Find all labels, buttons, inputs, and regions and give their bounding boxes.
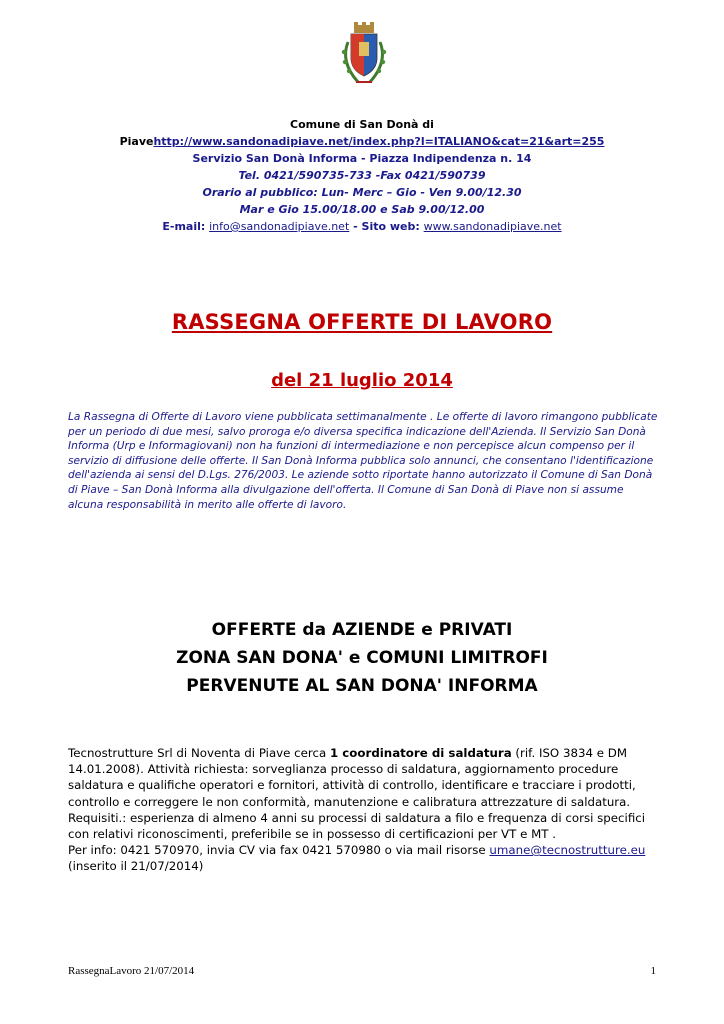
- office-phone: Tel. 0421/590735-733 -Fax 0421/590739: [238, 169, 486, 182]
- section-heading-line-2: ZONA SAN DONA' e COMUNI LIMITROFI: [176, 648, 548, 668]
- office-address: Servizio San Donà Informa - Piazza Indipendenza n. 14: [192, 152, 532, 165]
- offer-contact-email[interactable]: umane@tecnostrutture.eu: [489, 843, 646, 858]
- offer-contact-text: Per info: 0421 570970, invia CV via fax 0421 570980 o via mail risorse: [68, 843, 490, 858]
- document-title: RASSEGNA OFFERTE DI LAVORO: [171, 310, 553, 334]
- website-link[interactable]: www.sandonadipiave.net: [423, 220, 562, 233]
- job-offer: [68, 745, 668, 875]
- offer-contact: [68, 842, 668, 858]
- website-label: - Sito web:: [353, 220, 420, 233]
- footer-page-number: 1: [650, 965, 656, 977]
- offer-requirements: Requisiti.: esperienza di almeno 4 anni su processi di saldatura a filo e frequenza di corsi specifici con relativi riconoscimenti, preferibile se in possesso di certificazioni per VT e MT .: [68, 810, 646, 842]
- offer-details: (rif. ISO 3834 e DM 14.01.2008). Attività richiesta: sorveglianza processo di saldatura, aggiornamento procedure saldatura e qualifiche operatori e fornitori, attività di controllo, identificare e tracciare i prodotti, controllo e correggere le non conformità, manutenzione e calibratura attrezzature di saldatura.: [68, 746, 636, 809]
- intro-paragraph: La Rassegna di Offerte di Lavoro viene pubblicata settimanalmente . Le offerte di lavoro rimangono pubblicate per un periodo di due mesi, salvo proroga e/o diversa specifica indicazione dell'Azienda. Il Servizio San Donà Informa (Urp e Informagiovani) non ha funzioni di intermediazione e non percepisce alcun compenso per il servizio di diffusione delle offerte. Il San Donà Informa pubblica solo annunci, che consentano l'identificazione dell'azienda ai sensi del D.Lgs. 276/2003. Le aziende sotto riportate hanno autorizzato il Comune di San Donà di Piave – San Donà Informa alla divulgazione dell'offerta. Il Comune di San Donà di Piave non si assume alcuna responsabilità in merito alle offerte di lavoro.: [68, 411, 658, 511]
- office-header: [60, 116, 664, 235]
- offer-company: Tecnostrutture Srl di Noventa di Piave cerca: [68, 746, 330, 760]
- office-hours-1: Orario al pubblico: Lun- Merc – Gio - Ven 9.00/12.30: [202, 186, 522, 199]
- email-link[interactable]: info@sandonadipiave.net: [209, 220, 350, 233]
- email-label: E-mail:: [162, 220, 206, 233]
- section-heading-line-1: OFFERTE da AZIENDE e PRIVATI: [211, 620, 513, 640]
- contact-line: [60, 218, 664, 235]
- municipality-name-suffix: Piave: [119, 135, 154, 148]
- municipality-link-line: [60, 133, 664, 150]
- office-hours-2: Mar e Gio 15.00/18.00 e Sab 9.00/12.00: [239, 203, 485, 216]
- offer-description: [68, 745, 668, 810]
- section-heading-line-3: PERVENUTE AL SAN DONA' INFORMA: [186, 676, 538, 696]
- municipality-line: Comune di San Donà di: [290, 118, 434, 131]
- offer-inserted-date: (inserito il 21/07/2014): [68, 859, 204, 874]
- municipality-website-link[interactable]: http://www.sandonadipiave.net/index.php?l=ITALIANO&cat=21&art=255: [153, 135, 605, 148]
- offer-role: 1 coordinatore di saldatura: [329, 746, 512, 760]
- footer-document-label: RassegnaLavoro 21/07/2014: [68, 965, 195, 977]
- municipal-crest-icon: [336, 22, 392, 88]
- document-date: del 21 luglio 2014: [271, 370, 453, 391]
- section-heading: [0, 616, 724, 700]
